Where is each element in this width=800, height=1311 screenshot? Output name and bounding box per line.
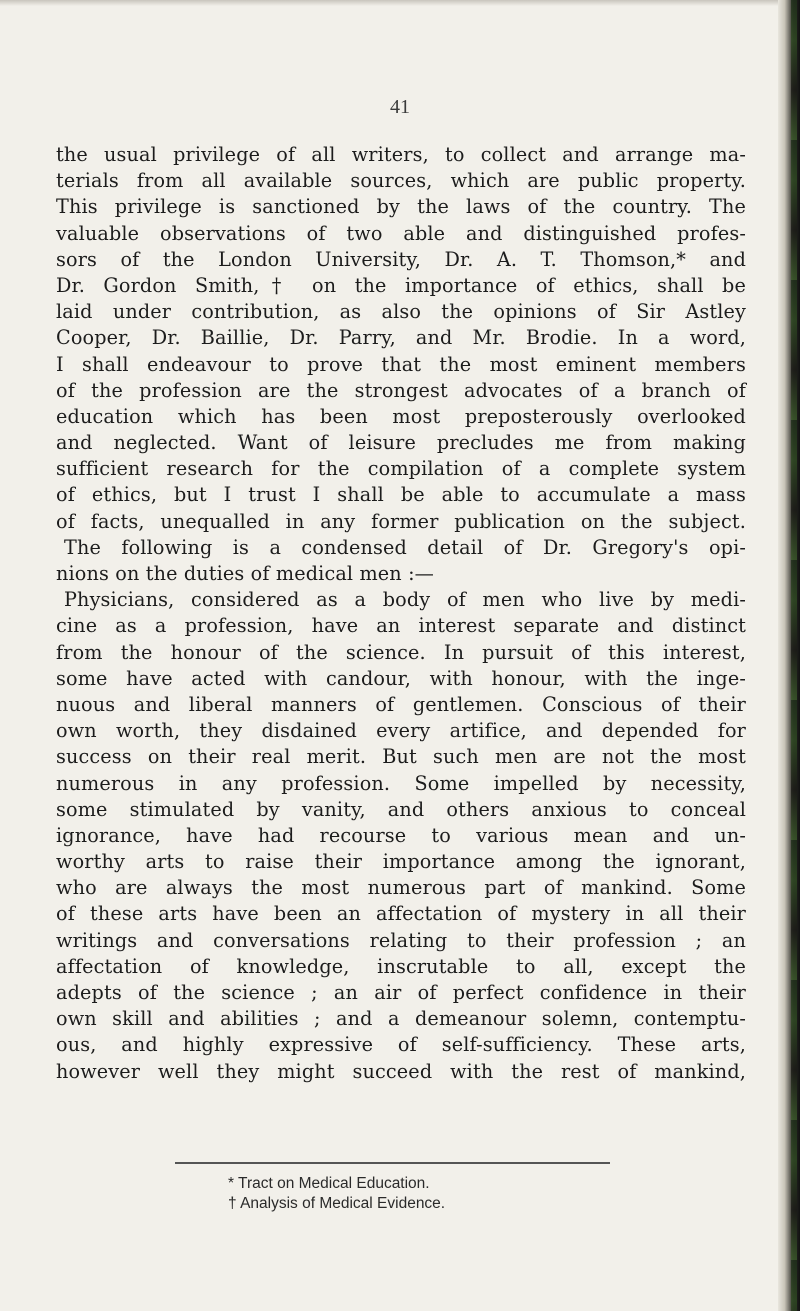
text-line: and neglected. Want of leisure precludes me from making (56, 431, 746, 455)
text-line: numerous in any profession. Some impelled by necessity, (56, 771, 746, 795)
page-number: 41 (390, 96, 410, 118)
text-line: This privilege is sanctioned by the laws of the country. The (56, 195, 746, 219)
footnote-2: † Analysis of Medical Evidence. (228, 1195, 446, 1212)
page-top-shadow (0, 0, 800, 6)
text-line: education which has been most preposterously overlooked (56, 404, 746, 428)
text-line: writings and conversations relating to their profession ; an (56, 928, 746, 952)
scan-edge-stripe (791, 0, 797, 1311)
text-line: Physicians, considered as a body of men who live by medi- (64, 588, 746, 612)
text-line: own worth, they disdained every artifice, and depended for (56, 719, 746, 743)
text-line: ignorance, have had recourse to various mean and un- (56, 823, 746, 847)
text-line: who are always the most numerous part of mankind. Some (56, 876, 746, 900)
text-line: nions on the duties of medical men :— (56, 562, 435, 585)
text-line: I shall endeavour to prove that the most eminent members (56, 352, 746, 376)
text-line: sufficient research for the compilation of a complete system (56, 457, 746, 481)
text-line: cine as a profession, have an interest separate and distinct (56, 614, 746, 638)
text-line: some stimulated by vanity, and others anxious to conceal (56, 797, 746, 821)
text-line: of these arts have been an affectation of mystery in all their (56, 902, 746, 926)
text-line: from the honour of the science. In pursuit of this interest, (56, 640, 746, 664)
text-line: laid under contribution, as also the opinions of Sir Astley (56, 300, 746, 324)
footnote-divider (175, 1162, 610, 1164)
text-line: nuous and liberal manners of gentlemen. Conscious of their (56, 692, 746, 716)
text-line: the usual privilege of all writers, to collect and arrange ma- (56, 143, 746, 166)
text-line: some have acted with candour, with honour, with the inge- (56, 666, 746, 690)
text-line: adepts of the science ; an air of perfect confidence in their (56, 981, 746, 1004)
body-text (56, 142, 746, 1085)
text-line: The following is a condensed detail of Dr. Gregory's opi- (64, 535, 746, 559)
text-line: of the profession are the strongest advocates of a branch of (56, 378, 746, 402)
footnote-1: * Tract on Medical Education. (228, 1175, 430, 1192)
text-line: own skill and abilities ; and a demeanour solemn, contemptu- (56, 1007, 746, 1031)
text-line: ous, and highly expressive of self-sufficiency. These arts, (56, 1033, 746, 1057)
text-line: valuable observations of two able and distinguished profes- (56, 221, 746, 245)
text-line: Dr. Gordon Smith,† on the importance of ethics, shall be (56, 273, 746, 297)
text-line: terials from all available sources, which are public property. (56, 169, 746, 193)
text-line: however well they might succeed with the rest of mankind, (56, 1059, 746, 1083)
footnotes (0, 1174, 800, 1214)
text-line: of facts, unequalled in any former publication on the subject. (56, 509, 746, 533)
text-line: Cooper, Dr. Baillie, Dr. Parry, and Mr. Brodie. In a word, (56, 326, 746, 350)
text-line: worthy arts to raise their importance among the ignorant, (56, 850, 746, 874)
text-line: affectation of knowledge, inscrutable to all, except the (56, 954, 746, 978)
text-line: of ethics, but I trust I shall be able to accumulate a mass (56, 483, 746, 507)
text-line: success on their real merit. But such men are not the most (56, 745, 746, 769)
text-line: sors of the London University, Dr. A. T. Thomson,* and (56, 247, 746, 271)
